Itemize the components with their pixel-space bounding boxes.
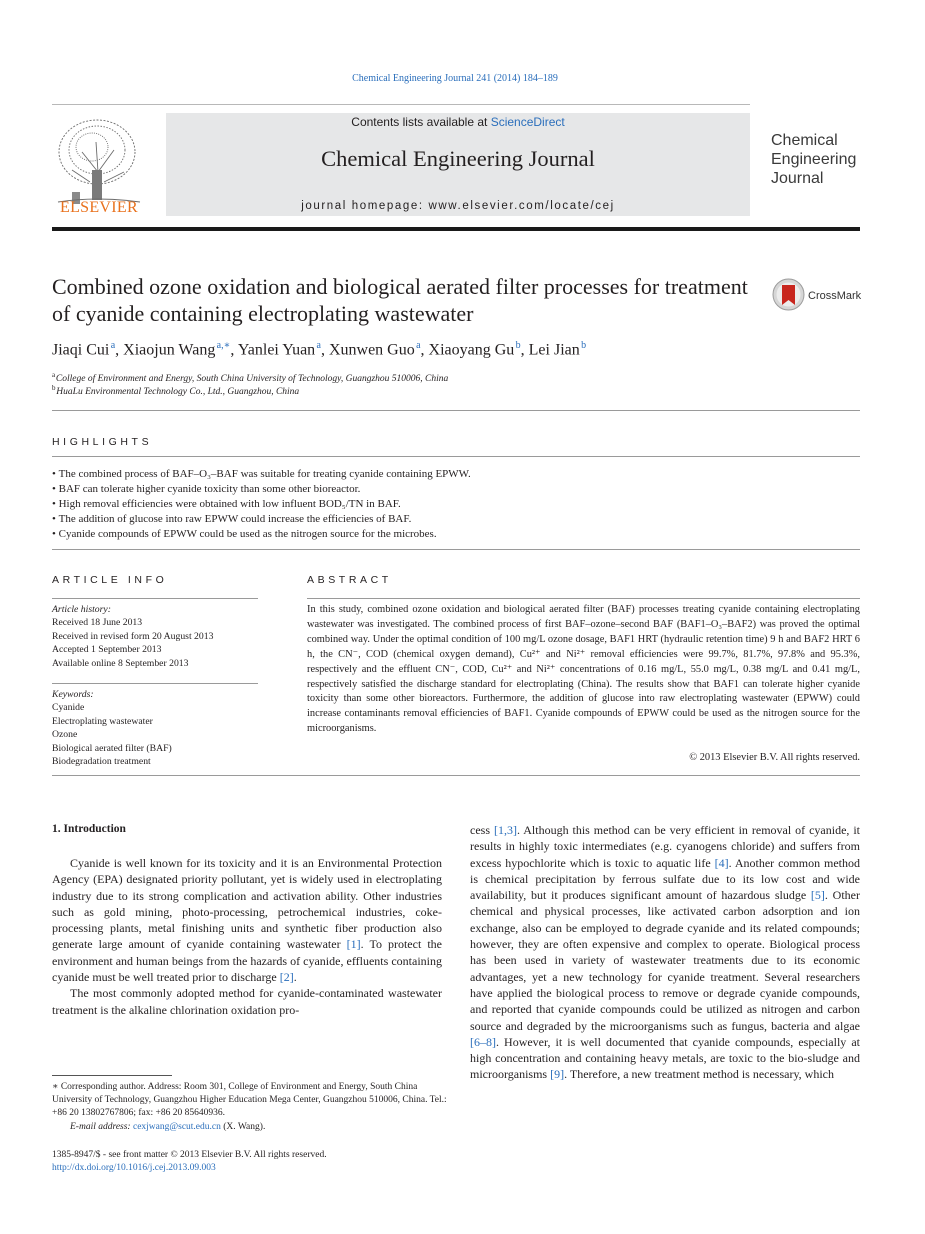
keyword-item: Ozone xyxy=(52,729,78,741)
abstract-copyright: © 2013 Elsevier B.V. All rights reserved. xyxy=(689,752,860,763)
divider xyxy=(52,598,258,599)
author-name: Xiaoyang Gu xyxy=(428,341,515,359)
article-title: Combined ozone oxidation and biological aerated filter processes for treatment of cyanide containing electroplating wastewater xyxy=(52,274,748,326)
intro-paragraph xyxy=(52,855,442,985)
intro-paragraph xyxy=(470,822,860,1083)
author-name: Lei Jian xyxy=(528,341,580,359)
journal-homepage-link[interactable]: journal homepage: www.elsevier.com/locate/cej xyxy=(301,200,615,212)
elsevier-wordmark: ELSEVIER xyxy=(60,199,138,216)
affiliation-sup: a xyxy=(52,371,56,379)
paragraph-text: . To protect the environment and human beings from the hazards of cyanide, effluents containing cyanide must be well treated prior to discharge xyxy=(52,937,442,985)
citation-link[interactable]: [9] xyxy=(550,1067,565,1082)
divider xyxy=(52,410,860,411)
author-affil-sup[interactable]: b xyxy=(515,340,521,351)
corresponding-author-footnote xyxy=(52,1081,452,1134)
corresponding-author-text: ∗ Corresponding author. Address: Room 301, College of Environment and Energy, South China University of Technology, Guangzhou Higher Education Mega Center, Guangzhou 510006, China. Tel.: +86 20 13802767806; fax: +86 20 85640936. xyxy=(52,1082,447,1119)
keywords-label: Keywords: xyxy=(52,689,94,700)
divider xyxy=(52,775,860,776)
contents-prefix: Contents lists available at xyxy=(351,115,491,129)
history-label: Article history: xyxy=(52,604,111,615)
divider xyxy=(307,598,860,599)
highlight-item: • High removal efficiencies were obtained with low influent BOD₅/TN in BAF. xyxy=(52,497,860,512)
history-item: Received in revised form 20 August 2013 xyxy=(52,630,214,642)
author-affil-sup[interactable]: a,∗ xyxy=(216,340,231,351)
email-label: E-mail address: xyxy=(70,1121,131,1132)
paragraph-text: cess xyxy=(470,823,494,837)
cej-logo-line: Chemical xyxy=(771,132,838,149)
author-affil-sup[interactable]: a xyxy=(416,340,421,351)
section-heading-introduction: 1. Introduction xyxy=(52,823,126,835)
cej-logo-line: Engineering xyxy=(771,151,857,168)
doi-link[interactable]: http://dx.doi.org/10.1016/j.cej.2013.09.003 xyxy=(52,1163,216,1173)
abstract-text: In this study, combined ozone oxidation and biological aerated filter (BAF) processes treating cyanide containing electroplating wastewater was investigated. The combined process of first BAF–ozone–second BAF (BAF1–O₃–BAF2) was proved the optimal combined way. Under the optimal condition of 100 mg/L ozone dosage, BAF1 HRT (hydraulic retention time) 9 h and BAF2 HRT 6 h, the CN⁻, COD (chemical oxygen demand), Cu²⁺ and Ni²⁺ removal efficiencies were 99.7%, 81.7%, 97.8% and 95.3%, respectively and the effluent CN⁻, COD, Cu²⁺ and Ni²⁺ concentrations of 0.16 mg/L, 55.0 mg/L, 0.38 mg/L and 0.41 mg/L, respectively satisfied the discharge standard for electroplating (China). The results show that BAF1 can tolerate higher cyanide toxicity than some other bioreactors. Furthermore, the addition of glucose into raw electroplating wastewater (EPWW) could increase contaminants removal efficiencies of BAF1. Cyanide compounds of EPWW could be used as the nitrogen source for the microorganisms. xyxy=(307,604,860,735)
affiliation-sup: b xyxy=(52,384,56,392)
body-column-right xyxy=(470,822,860,1083)
affiliation-b xyxy=(52,384,299,397)
affiliation-text: HuaLu Environmental Technology Co., Ltd., Guangzhou, China xyxy=(56,387,300,398)
divider xyxy=(52,549,860,550)
citation-link[interactable]: [6–8] xyxy=(470,1034,496,1049)
paragraph-text: . Although this method can be very efficient in removal of cyanide, it results in highly toxic intermediates (e.g. cyanogens chloride) and suffers from excess hypochlorite which is toxic to aquatic life xyxy=(470,823,861,870)
masthead-thick-rule xyxy=(52,227,860,231)
paragraph-text: . xyxy=(293,970,297,985)
keyword-item: Cyanide xyxy=(52,702,85,714)
divider xyxy=(52,456,860,457)
author-name: Xiaojun Wang xyxy=(123,341,216,359)
affiliation-text: College of Environment and Energy, South China University of Technology, Guangzhou 510006, China xyxy=(55,374,449,385)
citation-link[interactable]: [1,3] xyxy=(493,823,517,837)
author-name: Yanlei Yuan xyxy=(237,341,316,359)
citation-link[interactable]: [4] xyxy=(714,855,729,870)
highlights-heading: HIGHLIGHTS xyxy=(52,436,153,448)
author-name: Jiaqi Cui xyxy=(52,341,110,359)
cej-logo-line: Journal xyxy=(771,170,824,187)
sciencedirect-link[interactable]: ScienceDirect xyxy=(490,115,565,129)
header-divider xyxy=(52,104,750,105)
article-info-heading: ARTICLE INFO xyxy=(52,574,168,586)
highlights-list xyxy=(52,467,860,542)
article-history xyxy=(52,603,258,670)
affiliation-a xyxy=(52,371,448,384)
author-affil-sup[interactable]: b xyxy=(581,340,587,351)
citation-link[interactable]: [5] xyxy=(810,888,825,903)
contents-line xyxy=(166,115,750,129)
intro-paragraph xyxy=(52,985,442,1018)
keyword-item: Biodegradation treatment xyxy=(52,756,151,768)
highlight-item: • The combined process of BAF–O₃–BAF was suitable for treating cyanide containing EPWW. xyxy=(52,467,860,482)
paragraph-text: . Therefore, a new treatment method is necessary, which xyxy=(564,1067,835,1082)
crossmark-icon[interactable] xyxy=(772,278,805,311)
journal-title: Chemical Engineering Journal xyxy=(321,146,595,171)
paragraph-text: . Another common method is chemical precipitation by ferrous sulfate due to its low cost and wide availability, but it produces significant amount of hazardous sludge xyxy=(470,855,860,903)
author-list: Jiaqi Cui $^a$, Xiaojun Wang $^{a,∗}$, Yanlei Yuan $^a$, Xunwen Guo $^a$, Xiaoyang Gu $^b$, Lei Jian $^b$ xyxy=(52,340,587,359)
history-item: Accepted 1 September 2013 xyxy=(52,644,162,656)
author-affil-sup[interactable]: a xyxy=(316,340,321,351)
footnote-rule xyxy=(52,1075,172,1076)
keyword-item: Electroplating wastewater xyxy=(52,715,153,727)
divider xyxy=(52,683,258,684)
crossmark-label[interactable]: CrossMark xyxy=(808,290,862,302)
citation-link[interactable]: [2] xyxy=(279,970,294,985)
issn-line: 1385-8947/$ - see front matter © 2013 Elsevier B.V. All rights reserved. xyxy=(52,1150,327,1160)
email-line xyxy=(52,1121,452,1134)
highlight-item: • BAF can tolerate higher cyanide toxicity than some other bioreactor. xyxy=(52,482,860,497)
paragraph-text: . Other chemical and physical processes, like activated carbon adsorption and ion exchange, also can be employed to degrade cyanide and its related compounds; however, they are often expensive and complex to operate. Biological process has been used in variety of wastewater treatments due to its economic advantages, yet a new technology for cyanide treatment. Several researchers have applied the biological process to remove or degrade cyanide compounds, and reported that cyanide compounds could be utilized as nitrogen and carbon source and degraded by the microorganisms such as fungus, bacteria and algae xyxy=(470,888,860,1033)
journal-reference[interactable]: Chemical Engineering Journal 241 (2014) 184–189 xyxy=(352,73,558,84)
highlight-item: • The addition of glucose into raw EPWW could increase the efficiencies of BAF. xyxy=(52,512,860,527)
paragraph-text: The most commonly adopted method for cyanide-contaminated wastewater treatment is the alkaline chlorination oxidation pro- xyxy=(52,986,442,1017)
author-affil-sup[interactable]: a xyxy=(110,340,116,351)
paragraph-text: . However, it is well documented that cyanide compounds, especially at high concentration and containing heavy metals, are toxic to the bio-sludge and microorganisms xyxy=(470,1034,860,1082)
citation-link[interactable]: [1] xyxy=(346,937,361,952)
email-link[interactable]: cexjwang@scut.edu.cn xyxy=(132,1121,221,1132)
keyword-item: Biological aerated filter (BAF) xyxy=(52,742,172,754)
author-name: Xunwen Guo xyxy=(328,341,415,359)
cej-logo xyxy=(771,131,871,188)
keywords xyxy=(52,688,258,768)
email-suffix: (X. Wang). xyxy=(220,1121,266,1132)
history-item: Received 18 June 2013 xyxy=(52,617,143,629)
abstract-heading: ABSTRACT xyxy=(307,574,392,586)
paragraph-text: Cyanide is well known for its toxicity and it is an Environmental Protection Agency (EPA) designated priority pollutant, yet is widely used in electroplating industry due to its strong complication and activation ability. Other industries such as gold mining, photo-processing, petrochemical industries, coke-processing plants, metal finishing units and synthetic fiber production also generate large amount of cyanide containing wastewater xyxy=(52,856,442,952)
highlight-item: • Cyanide compounds of EPWW could be used as the nitrogen source for the microbes. xyxy=(52,527,860,542)
body-column-left xyxy=(52,855,442,1018)
history-item: Available online 8 September 2013 xyxy=(52,657,189,669)
